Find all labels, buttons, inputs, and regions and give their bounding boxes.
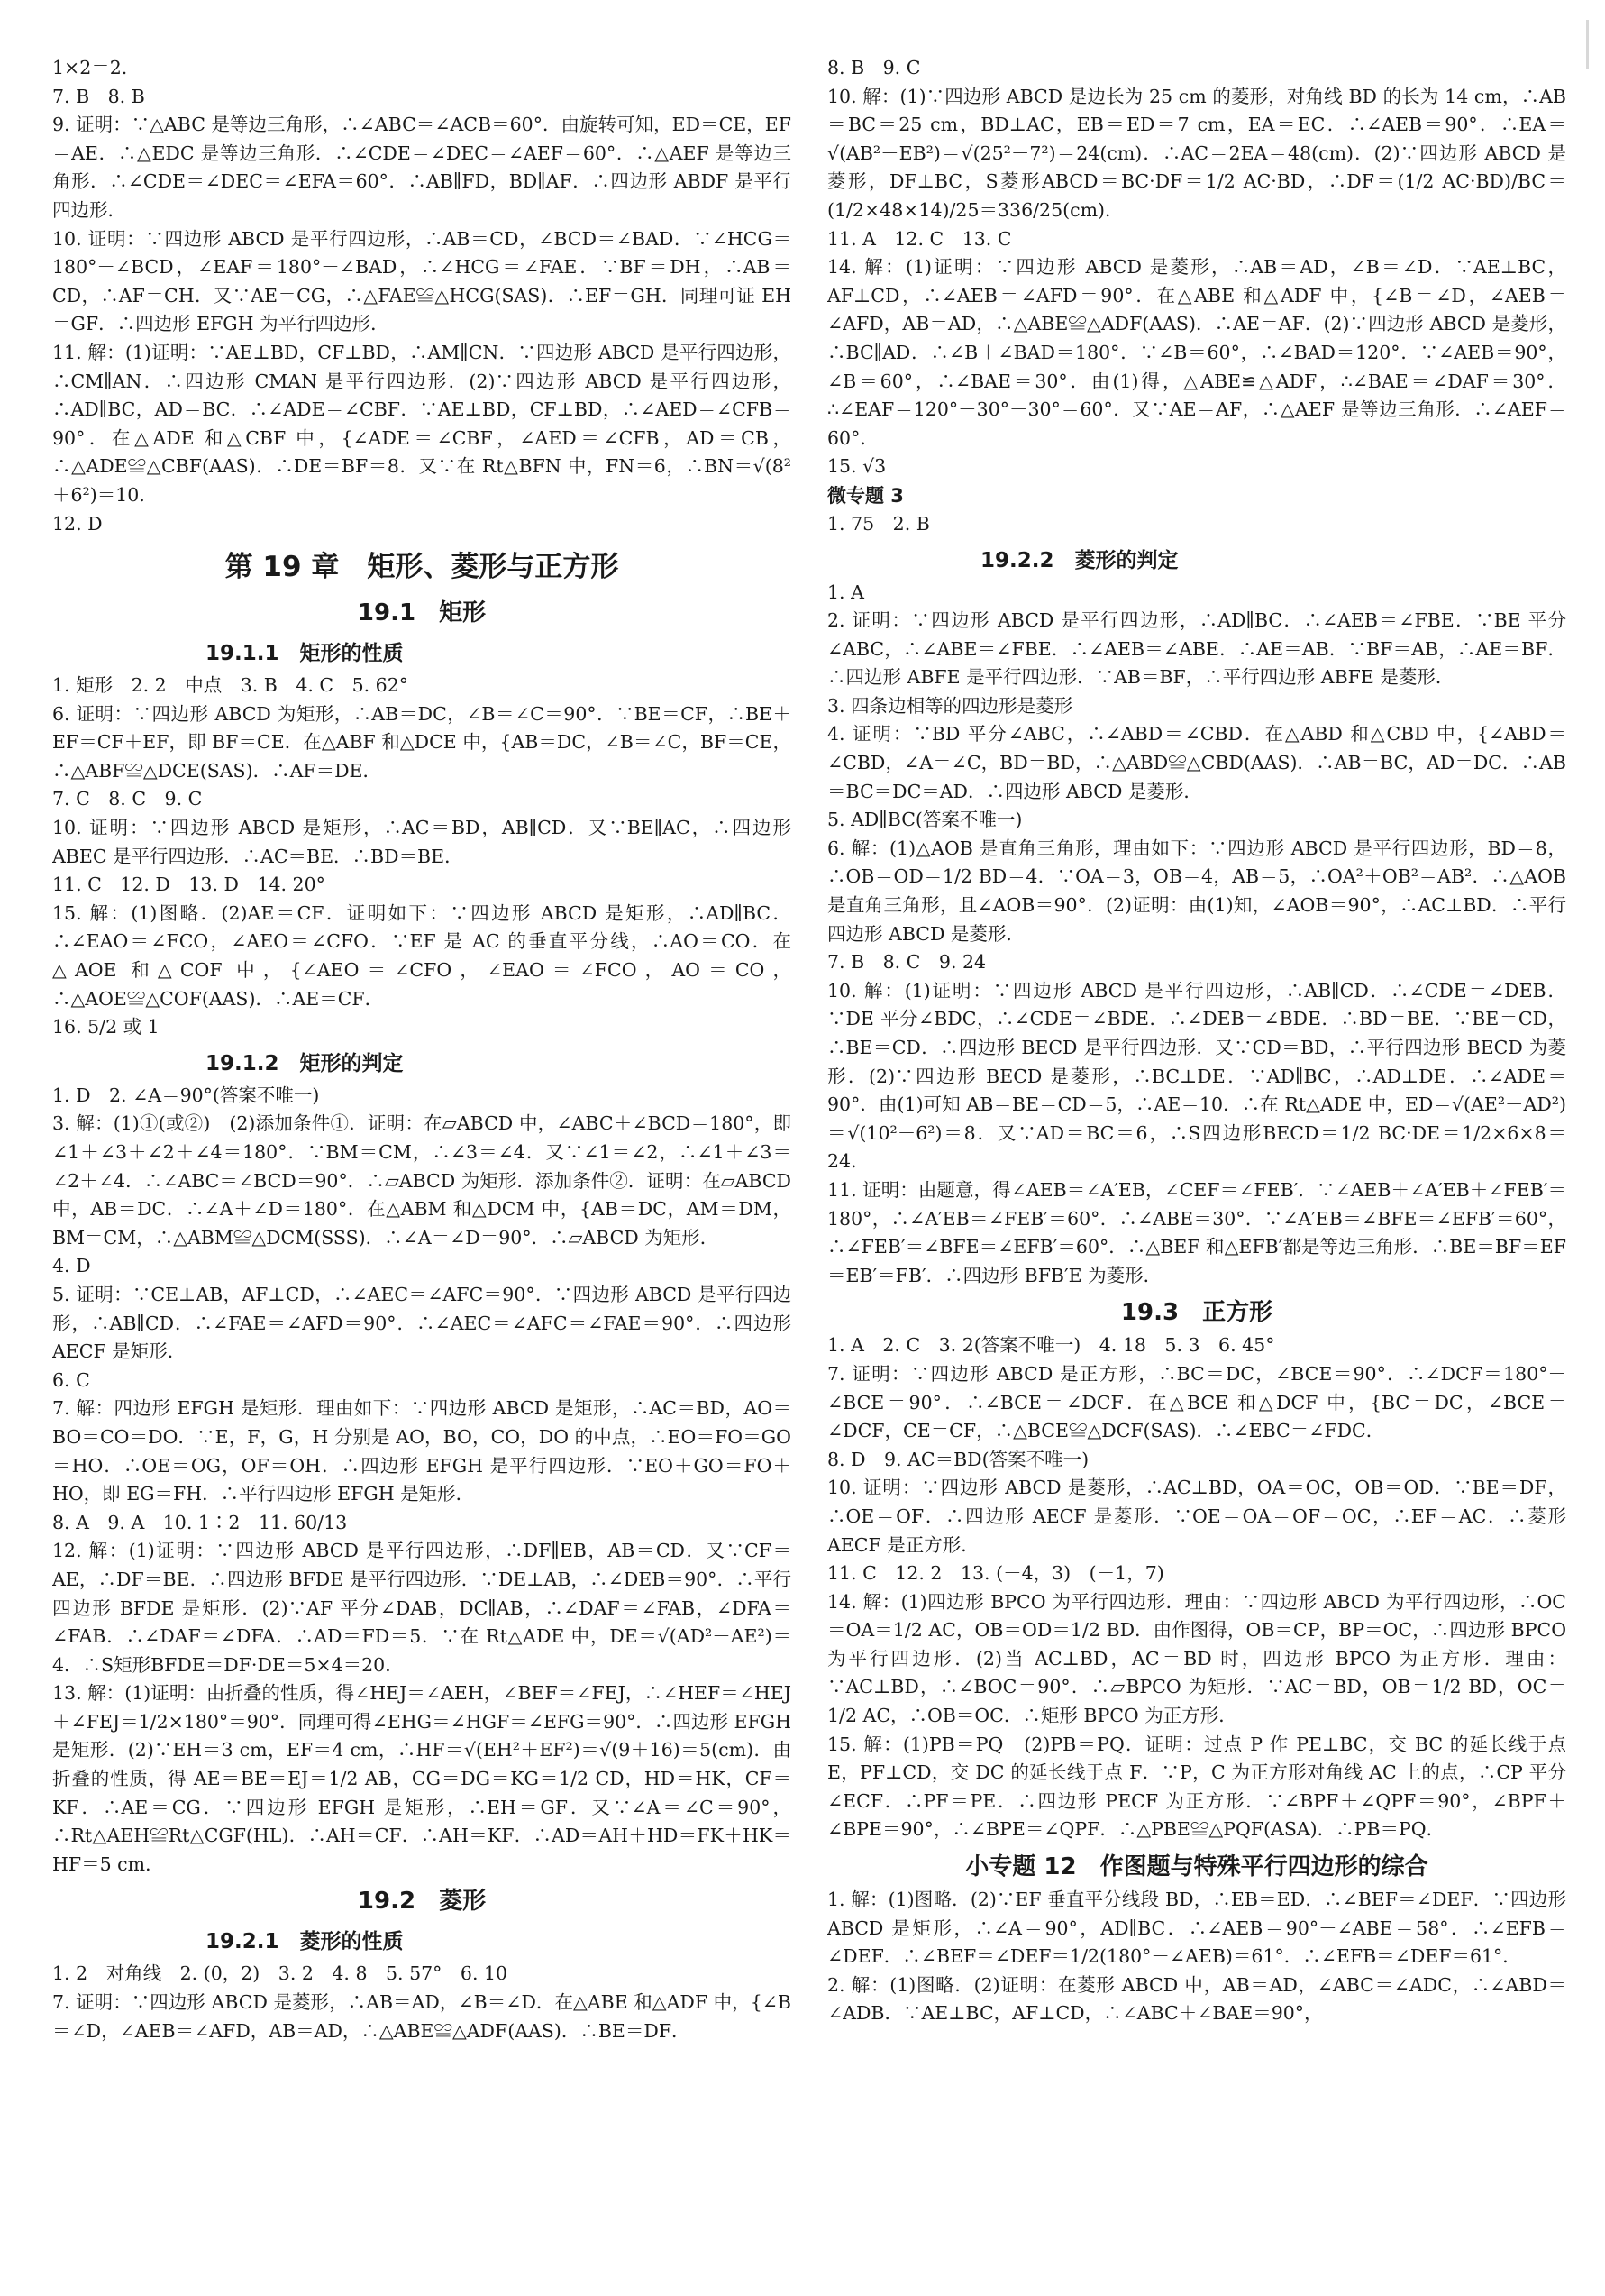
answer-item: 1. 2 对角线 2. (0，2) 3. 2 4. 8 5. 57° 6. 10 — [52, 1962, 508, 1985]
answer-item: 1. 解：(1)图略．(2)∵EF 垂直平分线段 BD，∴EB＝ED．∴∠BEF＝∠DEF．∵四边形 ABCD 是矩形，∴∠A＝90°，AD∥BC．∴∠AEB＝90°－∠ABE＝58°．∴∠EFB＝∠DEF．∴∠BEF＝∠DEF＝1/2(180°－∠AEB)＝61°．∴∠EFB＝∠DEF＝61°． — [827, 1889, 1566, 1968]
answer-item: 15. 解：(1)图略．(2)AE＝CF．证明如下：∵四边形 ABCD 是矩形，∴AD∥BC．∴∠EAO＝∠FCO，∠AEO＝∠CFO．∵EF 是 AC 的垂直平分线，∴AO＝CO．在△AOE 和△COF 中，{∠AEO＝∠CFO，∠EAO＝∠FCO，AO＝CO，∴△AOE≌△COF(AAS)．∴AE＝CF． — [52, 901, 791, 1010]
subsection-title: 19.1.1 矩形的性质 — [205, 642, 404, 666]
answer-item: 1. 75 2. B — [827, 512, 930, 535]
answer-item: 1. 矩形 2. 2 中点 3. B 4. C 5. 62° — [52, 674, 409, 697]
answer-item: 3. 四条边相等的四边形是菱形 — [827, 694, 1073, 717]
answer-item: 6. C — [52, 1368, 90, 1391]
answer-item: 6. 证明：∵四边形 ABCD 为矩形，∴AB＝DC，∠B＝∠C＝90°．∵BE＝CF，∴BE＋EF＝CF＋EF，即 BF＝CE．在△ABF 和△DCE 中，{AB＝DC，∠B＝∠C，BF＝CE，∴△ABF≌△DCE(SAS)．∴AF＝DE． — [52, 702, 791, 782]
section-title: 19.1 矩形 — [357, 599, 487, 627]
answer-item: 11. C 12. 2 13. (－4，3) (－1，7) — [827, 1562, 1164, 1585]
answer-item: 10. 证明：∵四边形 ABCD 是菱形，∴AC⊥BD，OA＝OC，OB＝OD．∵BE＝DF，∴OE＝OF．∴四边形 AECF 是菱形．∵OE＝OA＝OF＝OC，∴EF＝AC．∴菱形 AECF 是正方形． — [827, 1477, 1566, 1556]
answer-item: 10. 解：(1)证明：∵四边形 ABCD 是平行四边形，∴AB∥CD．∴∠CDE＝∠DEB．∵DE 平分∠BDC，∴∠CDE＝∠BDE．∴∠DEB＝∠BDE．∴BD＝BE．∵BE＝CD，∴BE＝CD．∴四边形 BECD 是平行四边形．又∵CD＝BD，∴平行四边形 BECD 为菱形．(2)∵四边形 BECD 是菱形，∴BC⊥DE．∵AD∥BC，∴AD⊥DE．∴∠ADE＝90°．由(1)可知 AB＝BE＝CD＝5，∴AE＝10．∴在 Rt△ADE 中，ED＝√(AE²－AD²)＝√(10²－6²)＝8．又∵AD＝BC＝6，∴S四边形BECD＝1/2 BC·DE＝1/2×6×8＝24． — [827, 979, 1566, 1173]
answer-item: 7. C 8. C 9. C — [52, 788, 203, 810]
subsection-title: 19.2.1 菱形的性质 — [205, 1930, 404, 1954]
answer-item: 8. D 9. AC＝BD(答案不唯一) — [827, 1448, 1090, 1470]
answer-item: 4. D — [52, 1255, 91, 1277]
answer-item: 12. 解：(1)证明：∵四边形 ABCD 是平行四边形，∴DF∥EB，AB＝CD．又∵CF＝AE，∴DF＝BE．∴四边形 BFDE 是平行四边形．∵DE⊥AB，∴∠DEB＝90°．∴平行四边形 BFDE 是矩形．(2)∵AF 平分∠DAB，DC∥AB，∴∠DAF＝∠FAB，∠DFA＝∠FAB．∴∠DAF＝∠DFA．∴AD＝FD＝5．∵在 Rt△ADE 中，DE＝√(AD²－AE²)＝4．∴S矩形BFDE＝DF·DE＝5×4＝20． — [52, 1540, 791, 1676]
answer-item: 2. 证明：∵四边形 ABCD 是平行四边形，∴AD∥BC．∴∠AEB＝∠FBE．∵BE 平分∠ABC，∴∠ABE＝∠FBE．∴∠AEB＝∠ABE．∴AE＝AB．∵BF＝AB，∴AE＝BF．∴四边形 ABFE 是平行四边形．∵AB＝BF，∴平行四边形 ABFE 是菱形． — [827, 609, 1566, 689]
answer-item: 10. 解：(1)∵四边形 ABCD 是边长为 25 cm 的菱形，对角线 BD 的长为 14 cm，∴AB＝BC＝25 cm，BD⊥AC，EB＝ED＝7 cm，EA＝EC．∴∠AEB＝90°．∴EA＝√(AB²－EB²)＝√(25²－7²)＝24(cm)．∴AC＝2EA＝48(cm)．(2)∵四边形 ABCD 是菱形，DF⊥BC，S菱形ABCD＝BC·DF＝1/2 AC·BD，∴DF＝(1/2 AC·BD)/BC＝(1/2×48×14)/25＝336/25(cm)． — [827, 85, 1566, 221]
answer-item: 14. 解：(1)证明：∵四边形 ABCD 是菱形，∴AB＝AD，∠B＝∠D．∵AE⊥BC，AF⊥CD，∴∠AEB＝∠AFD＝90°．在△ABE 和△ADF 中，{∠B＝∠D，∠AEB＝∠AFD，AB＝AD，∴△ABE≌△ADF(AAS)．∴AE＝AF．(2)∵四边形 ABCD 是菱形，∴BC∥AD．∴∠B＋∠BAD＝180°．∵∠B＝60°，∴∠BAD＝120°．∵∠AEB＝90°，∠B＝60°，∴∠BAE＝30°．由(1)得，△ABE≌△ADF，∴∠BAE＝∠DAF＝30°．∴∠EAF＝120°－30°－30°＝60°．又∵AE＝AF，∴△AEF 是等边三角形．∴∠AEF＝60°． — [827, 256, 1566, 449]
answer-item: 8. A 9. A 10. 1∶2 11. 60/13 — [52, 1511, 348, 1533]
answer-item: 1. D 2. ∠A＝90°(答案不唯一) — [52, 1084, 320, 1106]
answer-item: 13. 解：(1)证明：由折叠的性质，得∠HEJ＝∠AEH，∠BEF＝∠FEJ，∴∠HEF＝∠HEJ＋∠FEJ＝1/2×180°＝90°．同理可得∠EHG＝∠HGF＝∠EFG＝90°．∴四边形 EFGH 是矩形．(2)∵EH＝3 cm，EF＝4 cm，∴HF＝√(EH²＋EF²)＝√(9＋16)＝5(cm)．由折叠的性质，得 AE＝BE＝EJ＝1/2 AB，CG＝DG＝KG＝1/2 CD，HD＝HK，CF＝KF．∴AE＝CG．∵四边形 EFGH 是矩形，∴EH＝GF．又∵∠A＝∠C＝90°，∴Rt△AEH≌Rt△CGF(HL)．∴AH＝CF．∴AH＝KF．∴AD＝AH＋HD＝FK＋HK＝HF＝5 cm． — [52, 1682, 791, 1875]
page-edge-mark — [1586, 20, 1589, 69]
answer-item: 7. B 8. C 9. 24 — [827, 951, 987, 974]
answer-item: 15. √3 — [827, 455, 887, 478]
answer-item: 11. C 12. D 13. D 14. 20° — [52, 874, 325, 896]
topic-title: 微专题 3 — [827, 484, 904, 507]
answer-item: 15. 解：(1)PB＝PQ (2)PB＝PQ．证明：过点 P 作 PE⊥BC，交 BC 的延长线于点 E，PF⊥CD，交 DC 的延长线于点 F．∵P，C 为正方形对角线 AC 上的点，∴CP 平分∠ECF．∴PF＝PE．∴四边形 PECF 为正方形．∵∠BPF＋∠QPF＝90°，∠BPF＋∠BPE＝90°，∴∠BPE＝∠QPF．∴△PBE≌△PQF(ASA)．∴PB＝PQ． — [827, 1733, 1566, 1841]
answer-item: 14. 解：(1)四边形 BPCO 为平行四边形．理由：∵四边形 ABCD 为平行四边形，∴OC＝OA＝1/2 AC，OB＝OD＝1/2 BD．由作图得，OB＝CP，BP＝OC，∴四边形 BPCO 为平行四边形．(2)当 AC⊥BD，AC＝BD 时，四边形 BPCO 为正方形．理由：∵AC⊥BD，∴∠BOC＝90°．∴▱BPCO 为矩形．∵AC＝BD，OB＝1/2 BD，OC＝1/2 AC，∴OB＝OC．∴矩形 BPCO 为正方形． — [827, 1590, 1566, 1727]
left-column — [52, 54, 791, 2272]
answer-item: 7. 证明：∵四边形 ABCD 是菱形，∴AB＝AD，∠B＝∠D．在△ABE 和△ADF 中，{∠B＝∠D，∠AEB＝∠AFD，AB＝AD，∴△ABE≌△ADF(AAS)．∴BE＝DF． — [52, 1991, 791, 2042]
answer-item: 5. AD∥BC(答案不唯一) — [827, 809, 1023, 831]
answer-item: 5. 证明：∵CE⊥AB，AF⊥CD，∴∠AEC＝∠AFC＝90°．∵四边形 ABCD 是平行四边形，∴AB∥CD．∴∠FAE＝∠AFD＝90°．∴∠AEC＝∠AFC＝∠FAE＝90°．∴四边形 AECF 是矩形． — [52, 1283, 791, 1363]
answer-item: 11. 证明：由题意，得∠AEB＝∠A′EB，∠CEF＝∠FEB′．∵∠AEB＋∠A′EB＋∠FEB′＝180°，∴∠A′EB＝∠FEB′＝60°．∴∠ABE＝30°．∵∠A′EB＝∠BFE＝∠EFB′＝60°，∴∠FEB′＝∠BFE＝∠EFB′＝60°．∴△BEF 和△EFB′都是等边三角形．∴BE＝BF＝EF＝EB′＝FB′．∴四边形 BFB′E 为菱形． — [827, 1178, 1566, 1286]
answer-item: 1. A 2. C 3. 2(答案不唯一) 4. 18 5. 3 6. 45° — [827, 1334, 1275, 1357]
answer-item: 3. 解：(1)①(或②) (2)添加条件①．证明：在▱ABCD 中，∠ABC＋∠BCD＝180°，即∠1＋∠3＋∠2＋∠4＝180°．∵BM＝CM，∴∠3＝∠4．又∵∠1＝∠2，∴∠1＋∠3＝∠2＋∠4．∴∠ABC＝∠BCD＝90°．∴▱ABCD 为矩形．添加条件②．证明：在▱ABCD 中，AB＝DC．∴∠A＋∠D＝180°．在△ABM 和△DCM 中，{AB＝DC，AM＝DM，BM＝CM，∴△ABM≌△DCM(SSS)．∴∠A＝∠D＝90°．∴▱ABCD 为矩形． — [52, 1112, 791, 1249]
section-title: 小专题 12 作图题与特殊平行四边形的综合 — [965, 1853, 1428, 1881]
right-column — [827, 54, 1566, 2272]
answer-item: 4. 证明：∵BD 平分∠ABC，∴∠ABD＝∠CBD．在△ABD 和△CBD 中，{∠ABD＝∠CBD，∠A＝∠C，BD＝BD，∴△ABD≌△CBD(AAS)．∴AB＝BC，AD＝DC．∴AB＝BC＝DC＝AD．∴四边形 ABCD 是菱形． — [827, 723, 1566, 802]
answer-item: 16. 5/2 或 1 — [52, 1016, 160, 1038]
answer-item: 7. 解：四边形 EFGH 是矩形．理由如下：∵四边形 ABCD 是矩形，∴AC＝BD，AO＝BO＝CO＝DO．∵E，F，G，H 分别是 AO，BO，CO，DO 的中点，∴EO＝FO＝GO＝HO．∴OE＝OG，OF＝OH．∴四边形 EFGH 是平行四边形．∵EO＋GO＝FO＋HO，即 EG＝FH．∴平行四边形 EFGH 是矩形． — [52, 1397, 791, 1505]
answer-page — [52, 54, 1566, 2272]
answer-item: 7. 证明：∵四边形 ABCD 是正方形，∴BC＝DC，∠BCE＝90°．∴∠DCF＝180°－∠BCE＝90°．∴∠BCE＝∠DCF．在△BCE 和△DCF 中，{BC＝DC，∠BCE＝∠DCF，CE＝CF，∴△BCE≌△DCF(SAS)．∴∠EBC＝∠FDC． — [827, 1362, 1566, 1442]
answer-item: 12. D — [52, 512, 103, 535]
answer-item: 10. 证明：∵四边形 ABCD 是矩形，∴AC＝BD，AB∥CD．又∵BE∥AC，∴四边形 ABEC 是平行四边形．∴AC＝BE．∴BD＝BE． — [52, 817, 791, 867]
section-title: 19.2 菱形 — [357, 1888, 487, 1916]
answer-item: 11. 解：(1)证明：∵AE⊥BD，CF⊥BD，∴AM∥CN．∵四边形 ABCD 是平行四边形，∴CM∥AN．∴四边形 CMAN 是平行四边形．(2)∵四边形 ABCD 是平行四边形，∴AD∥BC，AD＝BC．∴∠ADE＝∠CBF．∵AE⊥BD，CF⊥BD，∴∠AED＝∠CFB＝90°．在△ADE 和△CBF 中，{∠ADE＝∠CBF，∠AED＝∠CFB，AD＝CB，∴△ADE≌△CBF(AAS)．∴DE＝BF＝8．又∵在 Rt△BFN 中，FN＝6，∴BN＝√(8²＋6²)＝10． — [52, 341, 791, 506]
answer-item: 9. 证明：∵△ABC 是等边三角形，∴∠ABC＝∠ACB＝60°．由旋转可知，ED＝CE，EF＝AE．∴△EDC 是等边三角形．∴∠CDE＝∠DEC＝∠AEF＝60°．∴△AEF 是等边三角形．∴∠CDE＝∠DEC＝∠EFA＝60°．∴AB∥FD，BD∥AF．∴四边形 ABDF 是平行四边形． — [52, 114, 791, 221]
answer-item: 1. A — [827, 581, 864, 603]
chapter-title: 第 19 章 矩形、菱形与正方形 — [224, 551, 619, 584]
answer-item: 8. B 9. C — [827, 57, 921, 78]
answer-item: 11. A 12. C 13. C — [827, 227, 1012, 250]
answer-item: 6. 解：(1)△AOB 是直角三角形，理由如下：∵四边形 ABCD 是平行四边形，BD＝8，∴OB＝OD＝1/2 BD＝4．∵OA＝3，OB＝4，AB＝5，∴OA²＋OB²＝AB²．∴△AOB 是直角三角形，且∠AOB＝90°．(2)证明：由(1)知，∠AOB＝90°，∴AC⊥BD．∴平行四边形 ABCD 是菱形． — [827, 837, 1566, 945]
answer-item: 1×2＝2. — [52, 57, 128, 78]
subsection-title: 19.2.2 菱形的判定 — [980, 548, 1179, 572]
answer-item: 7. B 8. B — [52, 85, 145, 107]
section-title: 19.3 正方形 — [1120, 1299, 1273, 1327]
answer-item: 10. 证明：∵四边形 ABCD 是平行四边形，∴AB＝CD，∠BCD＝∠BAD．∵∠HCG＝180°－∠BCD，∠EAF＝180°－∠BAD，∴∠HCG＝∠FAE．∵BF＝DH，∴AB＝CD，∴AF＝CH．又∵AE＝CG，∴△FAE≌△HCG(SAS)．∴EF＝GH．同理可证 EH＝GF．∴四边形 EFGH 为平行四边形． — [52, 227, 791, 335]
answer-item: 2. 解：(1)图略．(2)证明：在菱形 ABCD 中，AB＝AD，∠ABC＝∠ADC，∴∠ABD＝∠ADB．∵AE⊥BC，AF⊥CD，∴∠ABC＋∠BAE＝90°， — [827, 1973, 1566, 2025]
subsection-title: 19.1.2 矩形的判定 — [205, 1051, 404, 1075]
